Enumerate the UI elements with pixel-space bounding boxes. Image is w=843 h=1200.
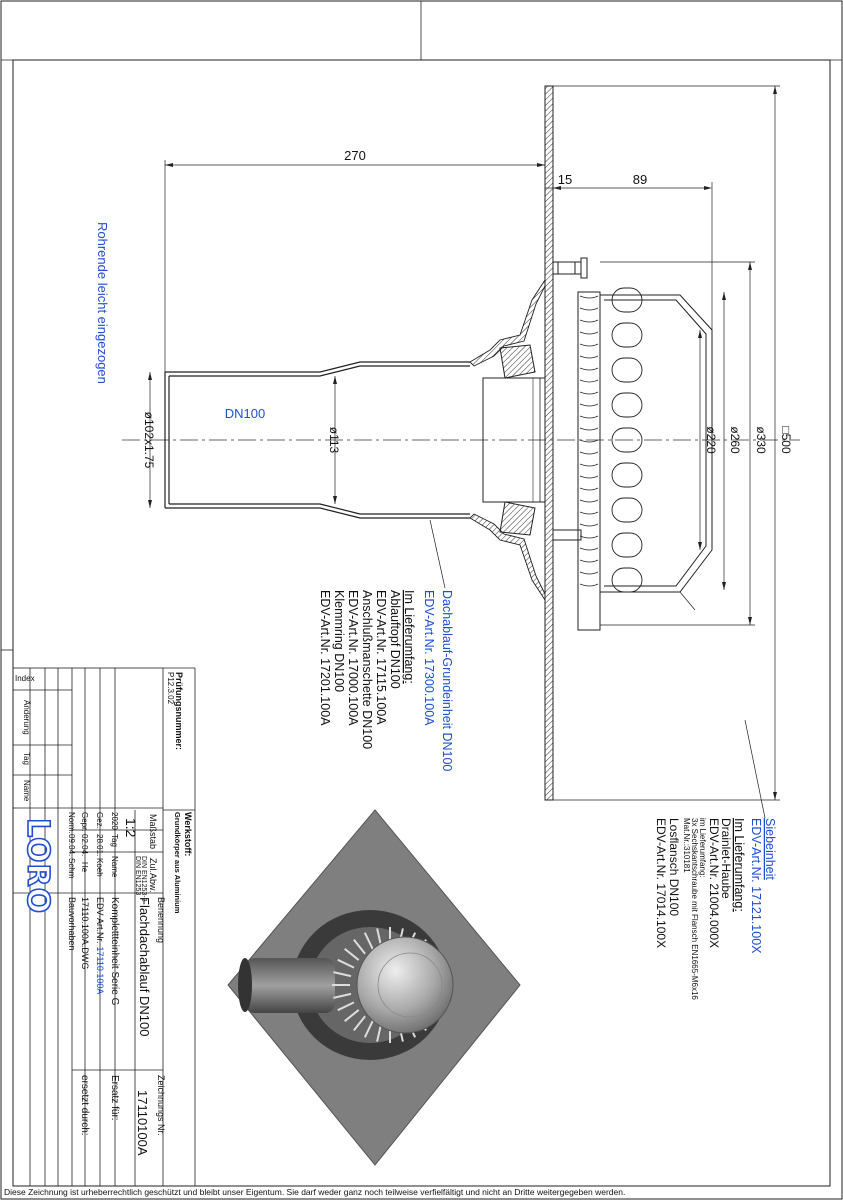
index-label: Index <box>15 674 35 683</box>
dimension-lines <box>150 86 780 818</box>
norm-2: DIN EN1253 <box>134 856 141 896</box>
tag-header: Tag <box>110 834 119 847</box>
zul-abw-label: Zul.Abw. <box>148 858 158 893</box>
bauvorhaben: Bauvorhaben <box>67 897 77 951</box>
grate-rib <box>580 356 598 358</box>
ersetzt-durch: ersetzt durch: <box>79 1075 90 1136</box>
callout-base-line: EDV-Art.Nr. 17115.100A <box>374 590 388 725</box>
dim-270: 270 <box>344 148 366 163</box>
grate-rib <box>580 560 598 562</box>
callout-base-unit <box>318 590 454 771</box>
grate-slot <box>612 533 642 557</box>
gez-label: Gez. <box>95 812 104 829</box>
dimension-arrows <box>148 86 777 800</box>
callout-grate-line: Drainlet-Haube <box>719 818 733 899</box>
grate-rib <box>580 452 598 454</box>
grate-rib <box>580 404 598 406</box>
grate-slot <box>612 323 642 347</box>
grate-rib <box>580 524 598 526</box>
loro-logo <box>20 818 55 914</box>
grate-rib <box>580 416 598 418</box>
edv-line <box>95 897 105 994</box>
callout-base-scope: Im Lieferumfang: <box>402 590 416 684</box>
aenderung-label: Änderung <box>22 700 31 735</box>
edv-value: 17110.100A <box>95 946 105 995</box>
year: 2020 <box>110 812 119 830</box>
gepr-name: He <box>80 862 89 873</box>
dim-15: 15 <box>557 172 573 187</box>
grate-rib <box>580 476 598 478</box>
edv-prefix: EDV-Art.Nr. <box>95 897 105 944</box>
grate-rib <box>580 428 598 430</box>
ersatz-fuer: Ersatz für: <box>109 1075 120 1121</box>
tag-label: Tag <box>22 752 31 765</box>
dwg-file: 17110.100A.DWG <box>80 897 90 970</box>
grate-rib <box>580 344 598 346</box>
benennung-label: Benennung <box>156 897 166 944</box>
dim-dia-220: ø220 <box>704 426 718 454</box>
callout-grate-small: im Lieferumfang: <box>698 818 707 878</box>
norm-tag: 09.04. <box>67 834 76 857</box>
gez-tag: 28.01. <box>95 834 104 857</box>
zeichnungs-label: Zeichnungs Nr. <box>156 1075 166 1136</box>
strainer-grate <box>578 292 712 630</box>
pipe-end-note: Rohrende leicht eingezogen <box>95 222 110 384</box>
grate-rib <box>580 368 598 370</box>
drain-body <box>470 258 587 600</box>
dim-dia-330: ø330 <box>754 426 768 454</box>
callout-grate-line: EDV-Art.Nr. 17014.100X <box>654 818 668 949</box>
callout-grate-unit <box>654 818 777 1000</box>
pipe-label: DN100 <box>224 406 266 421</box>
logo-text: LORO <box>20 818 55 915</box>
grate-rib <box>580 512 598 514</box>
grate-rib <box>580 584 598 586</box>
callout-base-edv: EDV-Art.Nr. 17300.100A <box>422 590 436 726</box>
callout-grate-small: Mat.Nr.:310181 <box>682 818 691 873</box>
pruef-value: P12.3.02 <box>166 672 175 705</box>
callout-base-line: Klemmring DN100 <box>332 590 346 693</box>
callout-base-line: EDV-Art.Nr. 17000.100A <box>346 590 360 726</box>
grate-rib <box>580 320 598 322</box>
grate-rib <box>580 380 598 382</box>
callout-grate-line: EDV-Art.Nr. 21004.000X <box>707 818 721 949</box>
grate-rib <box>580 500 598 502</box>
grate-slot <box>612 498 642 522</box>
callout-grate-title: Siebeinheit <box>763 818 777 880</box>
dim-square-500: □500 <box>779 426 793 454</box>
benennung-value: Flachdachablauf DN100 <box>137 897 152 1037</box>
name-header: Name <box>110 856 119 878</box>
flange-section <box>545 86 553 800</box>
grate-slot <box>612 463 642 487</box>
massstab-label: Maßstab <box>148 814 158 850</box>
dim-dia-113: ø113 <box>327 426 341 454</box>
callout-base-line: EDV-Art.Nr. 17201.100A <box>318 590 332 726</box>
grate-rib <box>580 488 598 490</box>
massstab-value: 1:2 <box>123 818 139 838</box>
werkstoff-value: Grundkörper aus Aluminium <box>173 812 182 914</box>
callout-grate-edv: EDV-Art.Nr. 17121.100X <box>749 818 763 954</box>
product-render <box>228 810 520 1165</box>
gez-name: Koeh <box>95 858 104 877</box>
grate-slot <box>612 358 642 382</box>
copyright-footer: Diese Zeichnung ist urheberrechtlich geschützt und bleibt unser Eigentum. Sie darf weder ganz noch teilweise verfielfältigt und nicht an Dritte weitergegeben werden. <box>4 1187 626 1197</box>
pruef-label: Prüfungsnummer: <box>174 672 184 751</box>
dim-89: 89 <box>632 172 648 187</box>
zeichnungs-value: 17110100A <box>135 1090 150 1156</box>
dim-dia-260: ø260 <box>728 426 742 454</box>
callout-grate-line: Losflansch DN100 <box>667 818 681 917</box>
gepr-tag: 02.04. <box>80 834 89 857</box>
grate-rib <box>580 296 598 298</box>
grate-rib <box>580 464 598 466</box>
callout-base-line: Anschlußmanschette DN100 <box>360 590 374 750</box>
grate-rib <box>580 548 598 550</box>
dim-dia-102: ø102x1.75 <box>142 411 156 469</box>
norm-1: DIN EN1253-2 <box>140 856 147 902</box>
gepr-label: Gepr. <box>80 812 89 832</box>
grate-rib <box>580 536 598 538</box>
grate-rib <box>580 572 598 574</box>
grate-rib <box>580 308 598 310</box>
grate-slot <box>612 393 642 417</box>
grate-rib <box>580 392 598 394</box>
norm-name: Schm <box>67 858 76 879</box>
werkstoff-label: Werkstoff: <box>183 812 193 857</box>
callout-grate-small: 3x Sechskantschraube mit Flansch EN1665-M6x16 <box>690 818 699 1000</box>
grate-slot <box>612 568 642 592</box>
callout-grate-scope: Im Lieferumfang: <box>732 818 746 912</box>
callout-base-title: Dachablauf-Grundeinheit DN100 <box>440 590 454 772</box>
name-label: Name <box>22 780 31 802</box>
norm-label: Norm. <box>67 812 76 834</box>
komplett: Komplettteinheit Serie G <box>109 897 120 1006</box>
callout-base-line: Ablauftopf DN100 <box>388 590 402 689</box>
grate-rib <box>580 332 598 334</box>
